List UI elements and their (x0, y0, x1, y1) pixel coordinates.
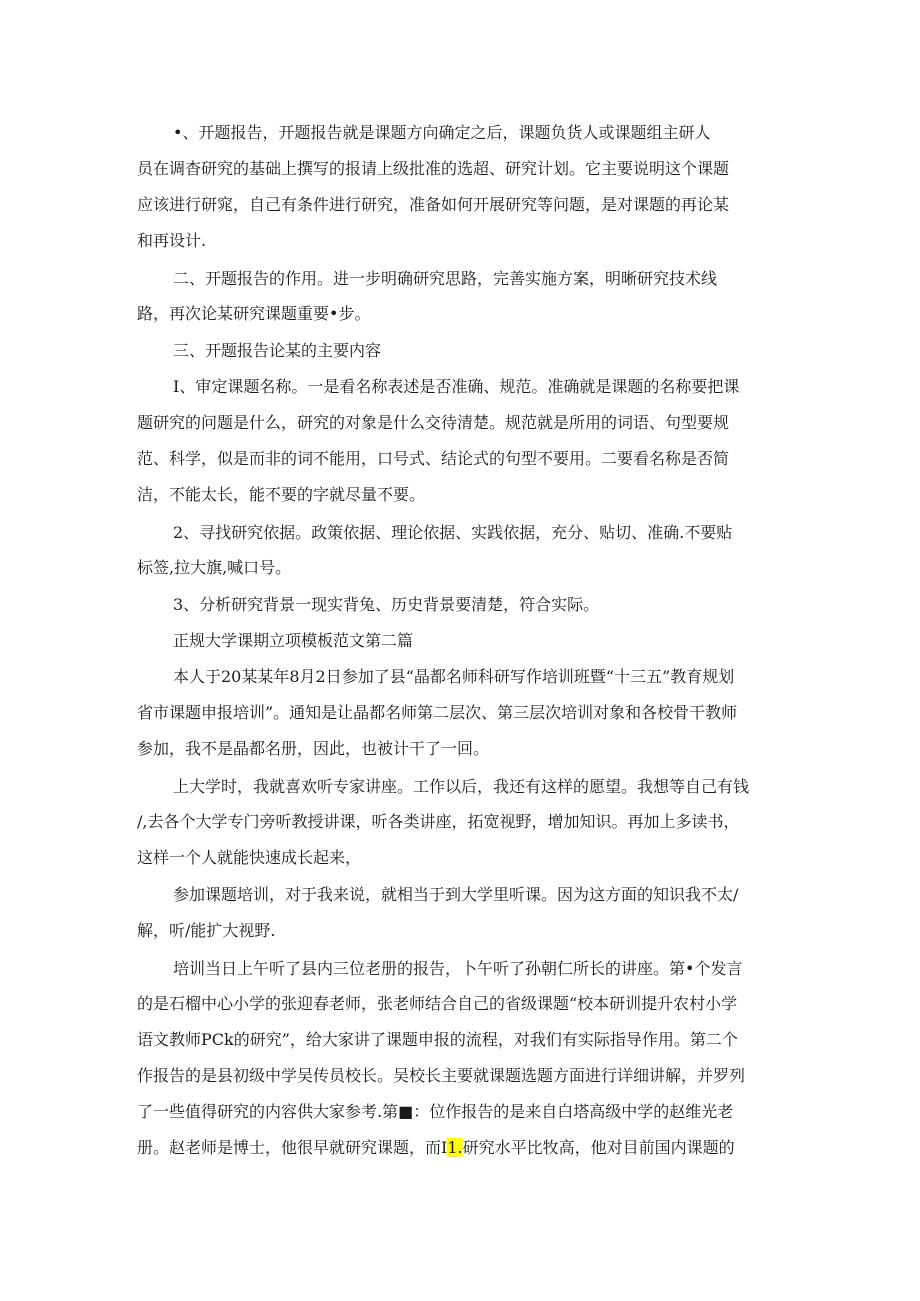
paragraph-9-line-6-start: 册。赵老师是博士，他很早就研究课题，而I (137, 1138, 448, 1157)
paragraph-3-line-3: 范、科学，似是而非的词不能用，口号式、结论式的句型不要用。二要看名称是否简 (137, 449, 730, 468)
paragraph-1-line-1: •、开题报告，开题报告就是课题方向确定之后，课题负货人或课题组主研人 (173, 123, 711, 142)
paragraph-6-line-3: 参加，我不是晶都名册，因此，也被计干了一回。 (137, 739, 490, 758)
section-heading-3: 三、开题报告论某的主要内容 (173, 341, 382, 360)
paragraph-8-line-2: 解，听/能扩大视野. (137, 921, 276, 940)
paragraph-9-line-6 (137, 1133, 735, 1163)
paragraph-1-line-3: 应该进行研窕，自己有条件进行研究，准备如何开展研究等问题，是对课题的再论某 (137, 195, 730, 214)
paragraph-7-line-2: /,去各个大学专门旁听教授讲课，听各类讲座，拓宽视野，增加知识。再加上多读书， (137, 812, 740, 831)
paragraph-8-line-1: 参加课题培训，对于我来说，就相当于到大学里听课。因为这方面的知识我不太/ (173, 885, 739, 904)
highlighted-text: 1. (447, 1138, 463, 1157)
paragraph-9-line-4: 作报告的是县初级中学吴传员校长。吴校长主要就课题选题方面进行详细讲解，并罗列 (137, 1066, 746, 1085)
article-heading: 正规大学课期立项模板范文第二篇 (173, 631, 414, 650)
paragraph-9-line-5: 了一些值得研究的内容供大家参考.第■：位作报告的是来自白塔高级中学的赵维光老 (137, 1102, 734, 1121)
paragraph-4-line-1: 2、寻找研究依据。政策依据、理论依据、实践依据，充分、贴切、准确.不要贴 (173, 523, 733, 542)
paragraph-3-line-1: I、审定课题名称。一是看名称表述是否准确、规范。准确就是课题的名称要把课 (173, 377, 740, 396)
paragraph-3-line-4: 洁，不能太长，能不要的字就尽量不要。 (137, 485, 426, 504)
paragraph-7-line-1: 上大学时，我就喜欢听专家讲座。工作以后，我还有这样的愿望。我想等自己有钱 (173, 777, 750, 796)
paragraph-3-line-2: 题研究的问题是什么，研究的对象是什么交待清楚。规范就是所用的词语、句型要规 (137, 413, 730, 432)
paragraph-6-line-2: 省市课题申报培训”。通知是让晶都名师第二层次、第三层次培训对象和各校骨干教师 (137, 703, 738, 722)
paragraph-2-line-1: 二、开题报告的作用。进一步明确研究思路，完善实施方案，明晰研究技术线 (173, 269, 718, 288)
paragraph-9-line-6-end: 研究水平比牧高，他对目前国内课题的 (462, 1138, 735, 1157)
paragraph-9-line-3: 语文教师PCk的研究”，给大家讲了课题申报的流程，对我们有实际指导作用。第二个 (137, 1030, 738, 1049)
paragraph-4-line-2: 标签,拉大旗,喊口号。 (137, 558, 292, 577)
paragraph-1-line-4: 和再设计. (137, 231, 207, 250)
paragraph-5-line-1: 3、分析研究背景一现实背兔、历史背景要清楚，符合实际。 (173, 595, 600, 614)
paragraph-2-line-2: 路，再次论某研究课题重要•步。 (137, 304, 371, 323)
paragraph-1-line-2: 员在调杳研究的基础上撰写的报请上级批准的选超、研究计划。它主要说明这个课题 (137, 159, 730, 178)
paragraph-7-line-3: 这样一个人就能快速成长起来， (137, 848, 362, 867)
paragraph-9-line-2: 的是石榴中心小学的张迎春老师，张老师结合自己的省级课题“校本研训提升农村小学 (137, 994, 738, 1013)
paragraph-9-line-1: 培训当日上午听了县内三位老册的报告，卜午听了孙朝仁所长的讲座。第•个发言 (173, 959, 743, 978)
paragraph-6-line-1: 本人于20某某年8月2日参加了县“晶都名师科研写作培训班暨“十三五”教育规划 (173, 667, 735, 686)
